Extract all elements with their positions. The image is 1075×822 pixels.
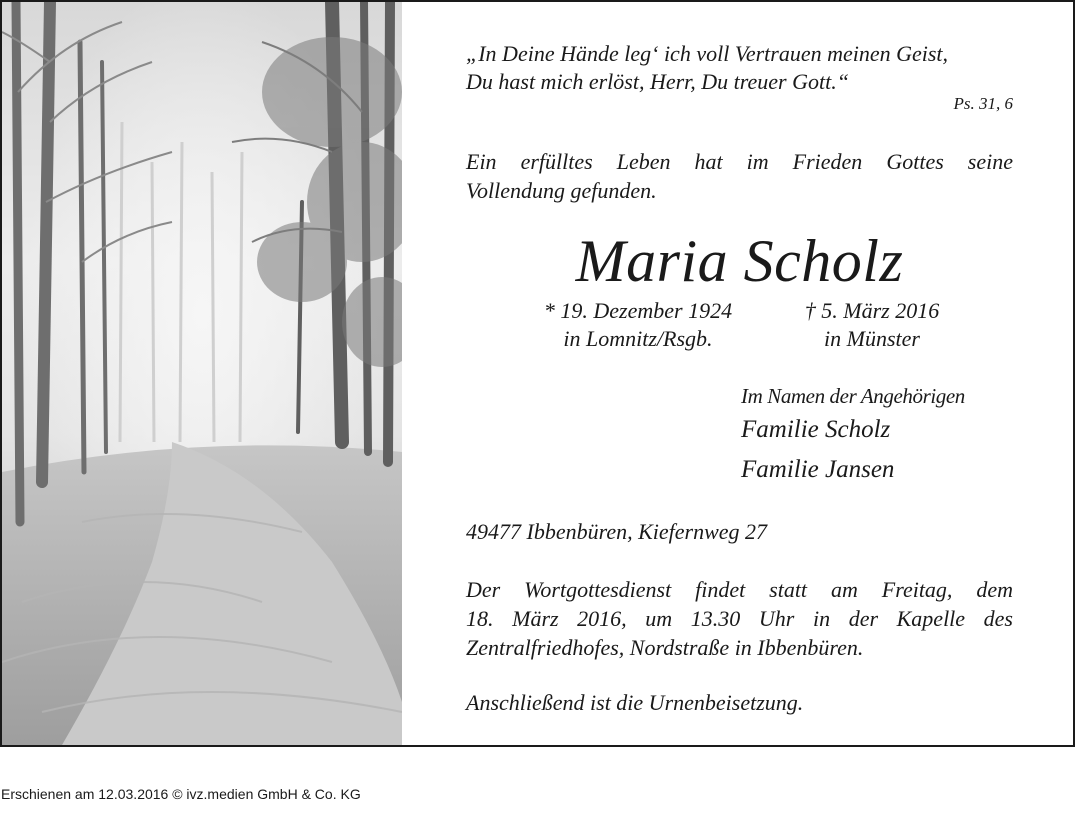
service-line: Der Wortgottesdienst findet statt am Freitag, dem: [466, 577, 1013, 602]
quote-line: „In Deine Hände leg‘ ich voll Vertrauen meinen Geist,: [466, 41, 949, 66]
family-intro: Im Namen der Angehörigen: [741, 384, 965, 408]
death-info: [792, 297, 952, 353]
bible-quote: [466, 40, 1013, 96]
service-info: [466, 575, 1013, 662]
service-line: 18. März 2016, um 13.30 Uhr in der Kapelle des: [466, 606, 1013, 631]
family-name: Familie Jansen: [741, 456, 895, 483]
forest-path-image: [2, 2, 402, 745]
forest-path-photo: [2, 2, 402, 745]
death-date: † 5. März 2016: [804, 298, 940, 323]
notice-text: [466, 2, 1013, 745]
family-name: Familie Scholz: [741, 416, 891, 443]
family-signature: [741, 382, 1013, 490]
birth-place: in Lomnitz/Rsgb.: [563, 326, 713, 351]
birth-date: * 19. Dezember 1924: [543, 298, 733, 323]
psalm-reference: Ps. 31, 6: [953, 94, 1013, 113]
service-line: Zentralfriedhofes, Nordstraße in Ibbenbüren.: [466, 635, 864, 660]
tribute-text: [466, 147, 1013, 205]
birth-info: [530, 297, 746, 353]
address: 49477 Ibbenbüren, Kiefernweg 27: [466, 519, 768, 544]
tribute-line: Vollendung gefunden.: [466, 178, 657, 203]
quote-line: Du hast mich erlöst, Herr, Du treuer Gott.“: [466, 69, 849, 94]
death-place: in Münster: [824, 326, 920, 351]
tribute-line: Ein erfülltes Leben hat im Frieden Gottes seine: [466, 149, 1013, 174]
deceased-name: Maria Scholz: [575, 228, 904, 294]
publication-credit: Erschienen am 12.03.2016 © ivz.medien GmbH & Co. KG: [1, 786, 361, 802]
burial-info: Anschließend ist die Urnenbeisetzung.: [466, 690, 804, 715]
